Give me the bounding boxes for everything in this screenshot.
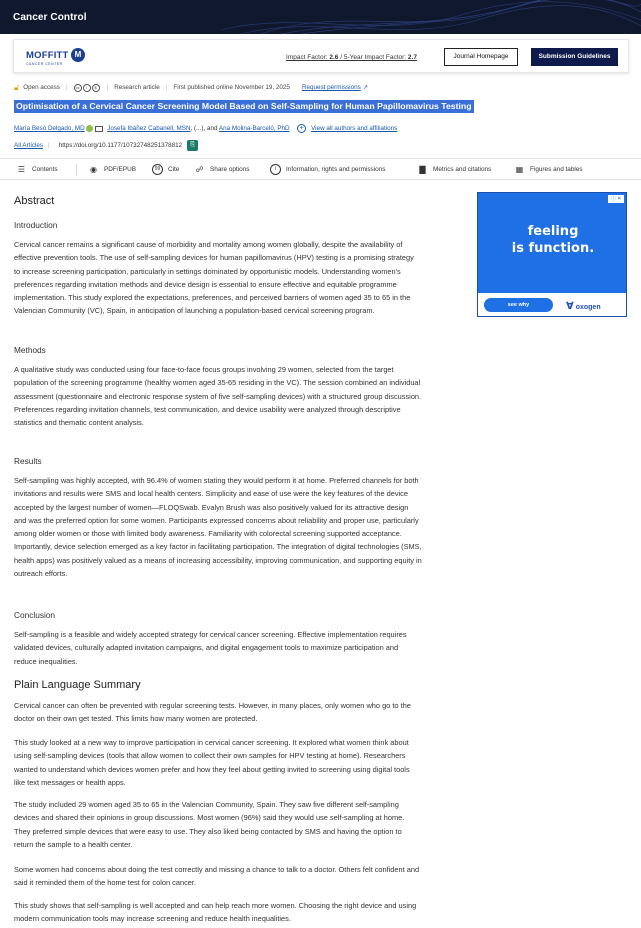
author-list: María Besó Delgado, MD Josefa Ibáñez Cabanell, MSN, (...), and Ana Molina-Barceló, PhD + View all authors and affiliations <box>14 125 398 133</box>
advertisement[interactable] <box>477 192 627 317</box>
request-permissions-link[interactable]: Request permissions <box>301 84 361 92</box>
ad-close-icon[interactable]: ⓘ ✕ <box>608 195 624 203</box>
pdf-epub-button[interactable]: ◉ PDF/EPUB <box>90 165 136 174</box>
methods-heading: Methods <box>14 345 46 355</box>
figures-tables-button[interactable]: ▦ Figures and tables <box>515 165 583 174</box>
all-articles-link[interactable]: All Articles <box>14 141 44 149</box>
menu-icon: ☰ <box>17 165 26 174</box>
quote-icon: 99 <box>152 164 163 175</box>
view-all-authors-link[interactable]: View all authors and affiliations <box>311 125 398 133</box>
results-text: Self-sampling was highly accepted, with 96.4% of women stating they would perform it at home. Preferred channels for both invitations and results were SMS and local health centers. Simplicity and ease of use were the key features of the device accepted by the largest number of women—FLOQSwab. Evalyn Brush was also positively valued for its attractive design and was the preferred option for some women. Participants expressed concerns about reliability and proper use, particularly among older women or those with limited body awareness. Familiarity with colorectal screening supported acceptance. Importantly, device selection emerged as a key factor in facilitating participation. The integration of digital technologies (SMS, health apps) was positively valued as a means of increasing accessibility, improving communication, and supporting equity in outreach efforts. <box>14 476 422 579</box>
orcid-icon[interactable] <box>86 125 93 132</box>
header-wave-pattern <box>221 0 641 34</box>
expand-authors-icon[interactable]: + <box>297 124 306 133</box>
article-meta: 🔓︎ Open access | cc i $ | Research article | First published online November 19, 2025 Request permissions ↗ <box>14 82 368 94</box>
published-date: First published online November 19, 2025 <box>173 84 290 92</box>
external-link-icon: ↗ <box>362 84 369 92</box>
share-icon: ☍ <box>195 165 204 174</box>
moffitt-m-icon: M <box>71 48 85 62</box>
moffitt-logo[interactable]: MOFFITT CANCER CENTER M <box>26 49 69 67</box>
open-access-label: Open access <box>23 84 60 92</box>
cc-license-icons[interactable]: cc i $ <box>74 83 101 93</box>
open-access-icon: 🔓︎ <box>14 83 20 92</box>
plain-language-paragraph: This study looked at a new way to improve participation in cervical cancer screening. It explored what women think about using self-sampling devices (tools that allow women to collect their own samples for HPV testing at home). Researchers wanted to understand which devices women prefer and how they feel about getting invited to screening using digital tools like text messages or health apps. <box>14 738 410 787</box>
author-link[interactable]: Josefa Ibáñez Cabanell, MSN <box>107 125 191 133</box>
oxogen-logo: ∀ oxogen <box>566 301 601 312</box>
contents-button[interactable]: ☰ Contents <box>17 165 58 174</box>
article-title: Optimisation of a Cervical Cancer Screening Model Based on Self-Sampling for Human Papillomavirus Testing <box>16 101 472 111</box>
copy-doi-icon[interactable]: ⎘ <box>187 140 198 151</box>
article-links: All Articles | https://doi.org/10.1177/10732748251378812 ⎘ <box>14 140 198 151</box>
pdf-icon: ◉ <box>90 165 97 174</box>
information-rights-button[interactable]: i Information, rights and permissions <box>270 164 385 175</box>
plain-language-paragraph: Cervical cancer can often be prevented with regular screening tests. However, in many places, only women who go to the doctor on their own get tested. This limits how many women are protected. <box>14 701 411 724</box>
author-link[interactable]: Ana Molina-Barceló, PhD <box>218 125 290 133</box>
share-options-button[interactable]: ☍ Share options <box>195 165 250 174</box>
journal-info-bar <box>13 39 629 73</box>
cite-button[interactable]: 99 Cite <box>152 164 179 175</box>
ad-placeholder-background <box>477 325 627 925</box>
journal-header <box>0 0 641 34</box>
metrics-citations-button[interactable]: ▇ Metrics and citations <box>417 164 491 175</box>
plain-language-paragraph: This study shows that self-sampling is well accepted and can help reach more women. Choosing the right device and using modern communication tools may increase screening and reduce health inequalities. <box>14 901 417 924</box>
author-link[interactable]: María Besó Delgado, MD <box>14 125 85 133</box>
plain-language-paragraph: Some women had concerns about doing the test correctly and missing a chance to talk to a doctor. Others felt confident and said it reminded them of the home test for colon cancer. <box>14 865 420 888</box>
methods-text: A qualitative study was conducted using four face-to-face focus groups involving 29 women, selected from the target population of the screening programme (healthy women aged 35-65 residing in the VC). The session combined an individual assessment (questionnaire and electronic response system of five self-sampling devices) with a structured group discussion. Preferences regarding invitation channels, test communication, and device usability were analyzed through descriptive statistics and thematic content analysis. <box>14 365 422 428</box>
ad-see-why-button[interactable]: see why <box>484 298 553 312</box>
journal-title[interactable]: Cancer Control <box>13 12 87 23</box>
info-icon: i <box>270 164 281 175</box>
introduction-heading: Introduction <box>14 220 58 230</box>
plain-language-heading: Plain Language Summary <box>14 679 141 691</box>
article-type: Research article <box>114 84 160 92</box>
article-toolbar <box>0 158 641 180</box>
plain-language-paragraph: The study included 29 women aged 35 to 65 in the Valencian Community, Spain. They saw five different self-sampling devices and shared their opinions in group discussions. Most women (96%) said they would use self-sampling at home. They preferred simple devices that were easy to use. They also liked being contacted by SMS and having the option to return the sample to a health center. <box>14 800 405 849</box>
results-heading: Results <box>14 456 42 466</box>
impact-factor[interactable]: Impact Factor: 2.6 / 5-Year Impact Factor: 2.7 <box>286 54 417 61</box>
email-icon[interactable] <box>95 126 103 132</box>
abstract-heading: Abstract <box>14 195 55 207</box>
ad-tagline: feeling is function. <box>511 224 595 256</box>
submission-guidelines-button[interactable]: Submission Guidelines <box>531 48 618 66</box>
conclusion-heading: Conclusion <box>14 610 56 620</box>
conclusion-text: Self-sampling is a feasible and widely accepted strategy for cervical cancer screening. Effective implementation requires validated devices, culturally adapted invitation campaigns, and digital engagement tools to maximize participation and reduce inequalities. <box>14 630 407 666</box>
doi-link[interactable]: https://doi.org/10.1177/10732748251378812 <box>58 141 183 149</box>
bar-chart-icon: ▇ <box>419 165 426 174</box>
journal-homepage-button[interactable]: Journal Homepage <box>444 48 518 66</box>
table-icon: ▦ <box>515 165 524 174</box>
introduction-text: Cervical cancer remains a significant cause of morbidity and mortality among women globally, despite the availability of effective prevention tools. The use of self-sampling devices for human papillomavirus (HPV) testing is a promising strategy to increase screening participation, particularly in settings dominated by opportunistic models. Understanding women's preferences regarding invitation methods and device design is essential to ensure effective and equitable programme implementation. This study explored the expectations, preferences, and perceived barriers of women aged 35 to 65 in the Valencian Community (VC), Spain, in anticipation of launching a population-based cervical screening program. <box>14 240 414 316</box>
